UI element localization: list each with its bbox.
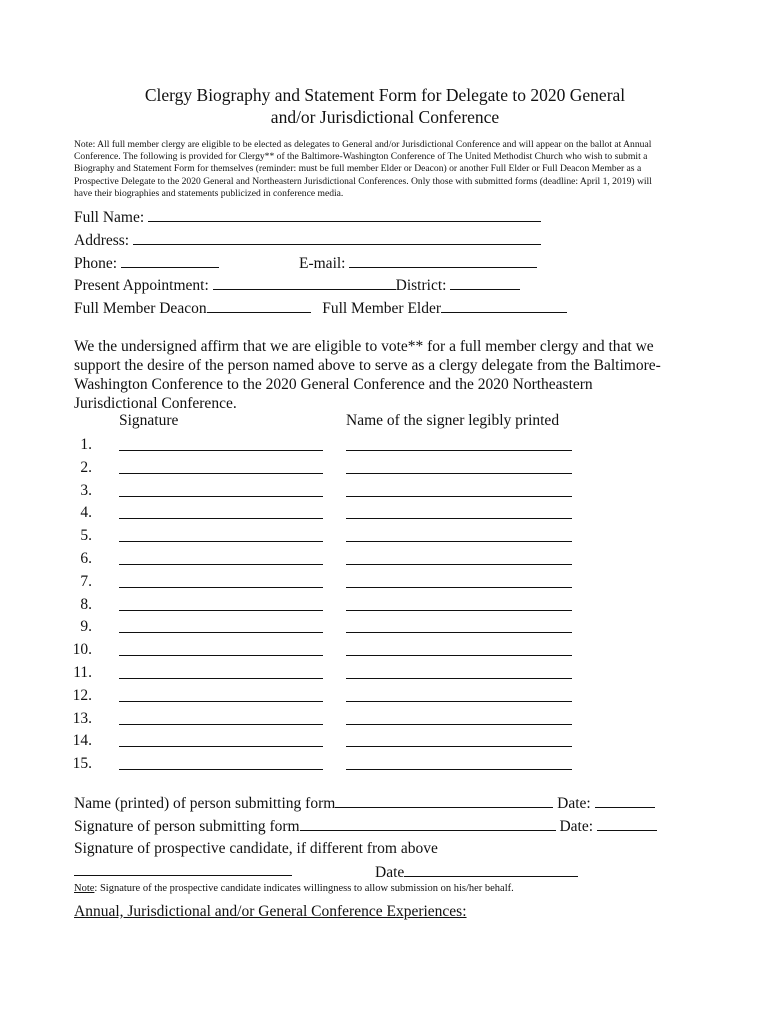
bottom-note [74,883,514,894]
candidate-signature-label: Signature of prospective candidate, if different from above [74,840,438,857]
printed-name-line[interactable] [346,678,572,679]
printed-name-line[interactable] [346,450,572,451]
phone-label: Phone: [74,255,118,272]
signature-line[interactable] [119,587,323,588]
candidate-signature-field[interactable] [74,875,292,876]
printed-name-line[interactable] [346,496,572,497]
printed-name-line[interactable] [346,701,572,702]
printed-name-line[interactable] [346,632,572,633]
full-member-elder-field[interactable] [441,298,567,313]
row-number: 11. [73,664,92,681]
affirmation-paragraph: We the undersigned affirm that we are eligible to vote** for a full member clergy and that we support the desire of the person named above to serve as a clergy delegate from the Baltimore-Washington Conference to the 2020 General Conference and the 2020 Northeastern Jurisdictional Conference. [74,338,661,412]
printed-name-line[interactable] [346,564,572,565]
phone-field[interactable] [121,253,219,268]
signature-column-header: Signature [119,412,179,429]
form-title-line-1: Clergy Biography and Statement Form for Delegate to 2020 General [144,85,626,105]
row-number: 13. [72,709,92,727]
printed-name-line[interactable] [346,769,572,770]
printed-name-line[interactable] [346,746,572,747]
full-name-field[interactable] [148,207,541,222]
signature-line[interactable] [119,541,323,542]
row-number: 10. [72,641,92,659]
submitter-name-label: Name (printed) of person submitting form [74,795,336,812]
signature-line[interactable] [119,724,323,725]
address-label: Address: [74,232,130,249]
district-label: District: [395,277,447,294]
full-name-label: Full Name: [74,209,145,226]
submitter-name-field[interactable] [335,793,553,808]
email-field[interactable] [349,253,537,268]
row-number: 4. [80,504,92,522]
signature-line[interactable] [119,632,323,633]
address-field[interactable] [133,230,541,245]
bottom-note-label: Note [74,883,95,894]
row-number: 12. [72,686,92,704]
row-number: 9. [80,618,92,636]
signature-line[interactable] [119,564,323,565]
form-title-line-2: and/or Jurisdictional Conference [270,107,500,127]
address-row [74,230,541,251]
printed-name-line[interactable] [346,541,572,542]
submitter-signature-field[interactable] [300,816,556,831]
printed-name-line[interactable] [346,655,572,656]
printed-name-line[interactable] [346,473,572,474]
signature-line[interactable] [119,518,323,519]
bottom-note-text: : Signature of the prospective candidate indicates willingness to allow submission on his/her behalf. [94,883,514,894]
signature-line[interactable] [119,473,323,474]
appointment-row [74,275,520,296]
signature-line[interactable] [119,678,323,679]
membership-row [74,298,567,319]
signature-line[interactable] [119,701,323,702]
signature-line[interactable] [119,746,323,747]
printed-name-line[interactable] [346,587,572,588]
row-number: 6. [80,550,92,567]
submitter-date-label: Date: [557,795,591,812]
candidate-date-label: Date [375,864,405,881]
full-member-deacon-field[interactable] [207,298,311,313]
submitter-date-field[interactable] [595,793,655,808]
row-number: 8. [80,595,92,613]
candidate-date-field[interactable] [404,862,578,877]
row-number: 5. [80,527,92,545]
email-row [299,253,537,274]
row-number: 2. [80,458,92,476]
district-field[interactable] [450,275,520,290]
submitter-name-row [74,793,655,814]
row-number: 1. [80,436,92,453]
submitter-signature-label: Signature of person submitting form [74,818,300,835]
full-member-deacon-label: Full Member Deacon [74,300,207,317]
candidate-date-row [375,862,578,883]
printed-name-line[interactable] [346,724,572,725]
experiences-heading: Annual, Jurisdictional and/or General Conference Experiences: [74,903,467,920]
signature-line[interactable] [119,450,323,451]
phone-row [74,253,219,274]
submitter-signature-row [74,816,657,837]
printed-name-line[interactable] [346,518,572,519]
row-number: 15. [72,755,92,773]
signature-line[interactable] [119,610,323,611]
present-appointment-field[interactable] [213,275,396,290]
printed-name-line[interactable] [346,610,572,611]
submitter-signature-date-label: Date: [559,818,594,835]
name-column-header: Name of the signer legibly printed [346,412,560,429]
present-appointment-label: Present Appointment: [74,277,209,294]
signature-line[interactable] [119,769,323,770]
submitter-signature-date-field[interactable] [597,816,657,831]
signature-line[interactable] [119,496,323,497]
row-number: 3. [80,481,92,499]
row-number: 7. [80,572,92,590]
email-label: E-mail: [299,255,346,272]
full-name-row [74,207,541,228]
eligibility-note: Note: All full member clergy are eligible to be elected as delegates to General and/or Jurisdictional Conference and will appear on the ballot at Annual Conference. The following is provided for Clergy** of the Baltimore-Washington Conference of The United Methodist Church who wish to submit a Biography and Statement Form for themselves (reminder: must be full member Elder or Deacon) or another Full Elder or Full Deacon Member as a Prospective Delegate to the 2020 General and Northeastern Jurisdictional Conferences. Only those with submitted forms (deadline: April 1, 2019) will have their biographies and statements publicized in conference media. [74,139,652,199]
signature-line[interactable] [119,655,323,656]
full-member-elder-label: Full Member Elder [322,300,442,317]
row-number: 14. [72,732,92,750]
